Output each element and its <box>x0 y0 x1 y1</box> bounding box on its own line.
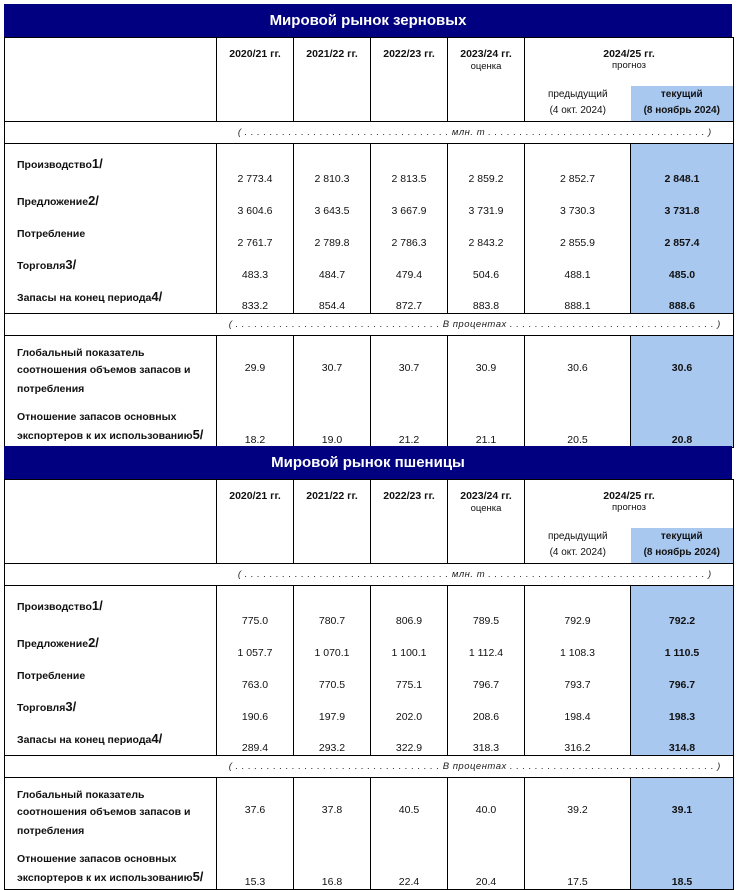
value-cell: 21.2 <box>371 400 448 448</box>
panel-title: Мировой рынок зерновых <box>4 4 732 37</box>
footnote-ref: 5/ <box>192 869 204 884</box>
value-cell: 40.5 <box>371 778 448 842</box>
value-cell: 2 843.2 <box>448 218 525 250</box>
value-cell: 316.2 <box>525 724 631 756</box>
header-forecast: 2024/25 гг. прогноз <box>525 38 734 86</box>
value-cell: 483.3 <box>217 250 294 282</box>
table-row <box>5 282 734 314</box>
value-cell: 15.3 <box>217 842 294 890</box>
row-label: Потребление <box>5 660 217 692</box>
unit-row-blank <box>5 564 217 586</box>
value-cell: 198.3 <box>631 692 734 724</box>
table-row <box>5 400 734 448</box>
value-cell: 2 852.7 <box>525 144 631 186</box>
row-label: Производство1/ <box>5 586 217 628</box>
value-cell: 3 730.3 <box>525 186 631 218</box>
value-cell: 21.1 <box>448 400 525 448</box>
grains-panel <box>4 4 732 448</box>
header-blank <box>5 480 217 564</box>
value-cell: 18.5 <box>631 842 734 890</box>
value-cell: 30.6 <box>525 336 631 400</box>
value-cell: 20.4 <box>448 842 525 890</box>
value-cell: 789.5 <box>448 586 525 628</box>
table-row <box>5 660 734 692</box>
value-cell: 488.1 <box>525 250 631 282</box>
value-cell: 190.6 <box>217 692 294 724</box>
value-cell: 22.4 <box>371 842 448 890</box>
unit-mln: ( . . . . . . . . . . . . . . . . . . . . . . . . . . . . . . . . . млн. т . . . . . . . . . . . . . . . . . . . . . . . . . . . . . . . . . . . ) <box>217 122 734 144</box>
value-cell: 770.5 <box>294 660 371 692</box>
value-cell: 2 810.3 <box>294 144 371 186</box>
value-cell: 2 773.4 <box>217 144 294 186</box>
row-label: Глобальный показатель соотношения объемов запасов и потребления <box>5 778 217 842</box>
value-cell: 1 070.1 <box>294 628 371 660</box>
unit-row-blank <box>5 122 217 144</box>
value-cell: 806.9 <box>371 586 448 628</box>
value-cell: 3 731.9 <box>448 186 525 218</box>
table-row <box>5 842 734 890</box>
footnote-ref: 2/ <box>88 193 99 208</box>
value-cell: 20.8 <box>631 400 734 448</box>
footnote-ref: 3/ <box>65 257 77 272</box>
table-row <box>5 628 734 660</box>
header-year-2021: 2021/22 гг. <box>294 38 371 122</box>
table-row <box>5 218 734 250</box>
value-cell: 198.4 <box>525 692 631 724</box>
table-row <box>5 778 734 842</box>
value-cell: 293.2 <box>294 724 371 756</box>
row-label: Запасы на конец периода4/ <box>5 724 217 756</box>
value-cell: 18.2 <box>217 400 294 448</box>
value-cell: 792.2 <box>631 586 734 628</box>
value-cell: 208.6 <box>448 692 525 724</box>
unit-row-blank <box>5 756 217 778</box>
unit-percent: ( . . . . . . . . . . . . . . . . . . . . . . . . . . . . . . . . . В процентах . . . . . . . . . . . . . . . . . . . . . . . . . . . . . . . . . ) <box>217 756 734 778</box>
table-row <box>5 336 734 400</box>
header-year-2020: 2020/21 гг. <box>217 480 294 564</box>
row-label: Отношение запасов основных экспортеров к их использованию5/ <box>5 400 217 448</box>
value-cell: 796.7 <box>448 660 525 692</box>
value-cell: 793.7 <box>525 660 631 692</box>
value-cell: 2 786.3 <box>371 218 448 250</box>
value-cell: 20.5 <box>525 400 631 448</box>
table-row <box>5 186 734 218</box>
value-cell: 2 789.8 <box>294 218 371 250</box>
value-cell: 854.4 <box>294 282 371 314</box>
value-cell: 30.9 <box>448 336 525 400</box>
value-cell: 2 859.2 <box>448 144 525 186</box>
value-cell: 3 731.8 <box>631 186 734 218</box>
value-cell: 37.6 <box>217 778 294 842</box>
value-cell: 318.3 <box>448 724 525 756</box>
row-label: Производство1/ <box>5 144 217 186</box>
footnote-ref: 1/ <box>91 156 103 172</box>
value-cell: 504.6 <box>448 250 525 282</box>
footnote-ref: 5/ <box>192 427 204 442</box>
value-cell: 780.7 <box>294 586 371 628</box>
header-year-2023: 2023/24 гг. оценка <box>448 38 525 122</box>
panel-title: Мировой рынок пшеницы <box>4 446 732 479</box>
value-cell: 796.7 <box>631 660 734 692</box>
row-label: Глобальный показатель соотношения объемов запасов и потребления <box>5 336 217 400</box>
value-cell: 2 761.7 <box>217 218 294 250</box>
value-cell: 314.8 <box>631 724 734 756</box>
value-cell: 479.4 <box>371 250 448 282</box>
value-cell: 2 813.5 <box>371 144 448 186</box>
value-cell: 3 643.5 <box>294 186 371 218</box>
header-previous: предыдущий (4 окт. 2024) <box>525 528 631 564</box>
table-row <box>5 586 734 628</box>
header-year-2021: 2021/22 гг. <box>294 480 371 564</box>
value-cell: 17.5 <box>525 842 631 890</box>
value-cell: 16.8 <box>294 842 371 890</box>
value-cell: 30.7 <box>294 336 371 400</box>
footnote-ref: 2/ <box>88 635 99 650</box>
header-current: текущий (8 ноябрь 2024) <box>631 86 734 122</box>
header-blank <box>5 38 217 122</box>
value-cell: 763.0 <box>217 660 294 692</box>
unit-row-blank <box>5 314 217 336</box>
header-year-2022: 2022/23 гг. <box>371 38 448 122</box>
table-row <box>5 250 734 282</box>
header-estimate-label: оценка <box>470 503 502 514</box>
footnote-ref: 3/ <box>65 699 77 714</box>
value-cell: 1 100.1 <box>371 628 448 660</box>
value-cell: 37.8 <box>294 778 371 842</box>
row-label: Предложение2/ <box>5 628 217 660</box>
header-year-2020: 2020/21 гг. <box>217 38 294 122</box>
value-cell: 2 857.4 <box>631 218 734 250</box>
value-cell: 3 604.6 <box>217 186 294 218</box>
table-row <box>5 144 734 186</box>
header-current: текущий (8 ноябрь 2024) <box>631 528 734 564</box>
header-forecast-label: прогноз <box>612 60 646 71</box>
value-cell: 2 855.9 <box>525 218 631 250</box>
value-cell: 883.8 <box>448 282 525 314</box>
value-cell: 888.6 <box>631 282 734 314</box>
value-cell: 1 112.4 <box>448 628 525 660</box>
footnote-ref: 4/ <box>151 730 163 746</box>
row-label: Потребление <box>5 218 217 250</box>
value-cell: 19.0 <box>294 400 371 448</box>
value-cell: 1 110.5 <box>631 628 734 660</box>
value-cell: 29.9 <box>217 336 294 400</box>
value-cell: 2 848.1 <box>631 144 734 186</box>
unit-percent: ( . . . . . . . . . . . . . . . . . . . . . . . . . . . . . . . . . В процентах . . . . . . . . . . . . . . . . . . . . . . . . . . . . . . . . . ) <box>217 314 734 336</box>
header-year-2022: 2022/23 гг. <box>371 480 448 564</box>
value-cell: 485.0 <box>631 250 734 282</box>
value-cell: 888.1 <box>525 282 631 314</box>
table-row <box>5 724 734 756</box>
value-cell: 202.0 <box>371 692 448 724</box>
row-label: Торговля3/ <box>5 692 217 724</box>
table-row <box>5 692 734 724</box>
market-table <box>4 37 734 448</box>
row-label: Запасы на конец периода4/ <box>5 282 217 314</box>
wheat-panel <box>4 446 732 890</box>
value-cell: 197.9 <box>294 692 371 724</box>
footnote-ref: 1/ <box>91 598 103 614</box>
header-forecast-label: прогноз <box>612 502 646 513</box>
value-cell: 30.7 <box>371 336 448 400</box>
value-cell: 39.1 <box>631 778 734 842</box>
value-cell: 289.4 <box>217 724 294 756</box>
value-cell: 39.2 <box>525 778 631 842</box>
header-year-2023: 2023/24 гг. оценка <box>448 480 525 564</box>
header-forecast: 2024/25 гг. прогноз <box>525 480 734 528</box>
value-cell: 1 108.3 <box>525 628 631 660</box>
value-cell: 872.7 <box>371 282 448 314</box>
value-cell: 833.2 <box>217 282 294 314</box>
unit-mln: ( . . . . . . . . . . . . . . . . . . . . . . . . . . . . . . . . . млн. т . . . . . . . . . . . . . . . . . . . . . . . . . . . . . . . . . . . ) <box>217 564 734 586</box>
value-cell: 792.9 <box>525 586 631 628</box>
value-cell: 775.0 <box>217 586 294 628</box>
row-label: Отношение запасов основных экспортеров к их использованию5/ <box>5 842 217 890</box>
row-label: Торговля3/ <box>5 250 217 282</box>
header-previous: предыдущий (4 окт. 2024) <box>525 86 631 122</box>
header-estimate-label: оценка <box>470 61 502 72</box>
value-cell: 40.0 <box>448 778 525 842</box>
footnote-ref: 4/ <box>151 288 163 304</box>
value-cell: 775.1 <box>371 660 448 692</box>
value-cell: 30.6 <box>631 336 734 400</box>
value-cell: 1 057.7 <box>217 628 294 660</box>
row-label: Предложение2/ <box>5 186 217 218</box>
value-cell: 3 667.9 <box>371 186 448 218</box>
value-cell: 484.7 <box>294 250 371 282</box>
market-table <box>4 479 734 890</box>
value-cell: 322.9 <box>371 724 448 756</box>
